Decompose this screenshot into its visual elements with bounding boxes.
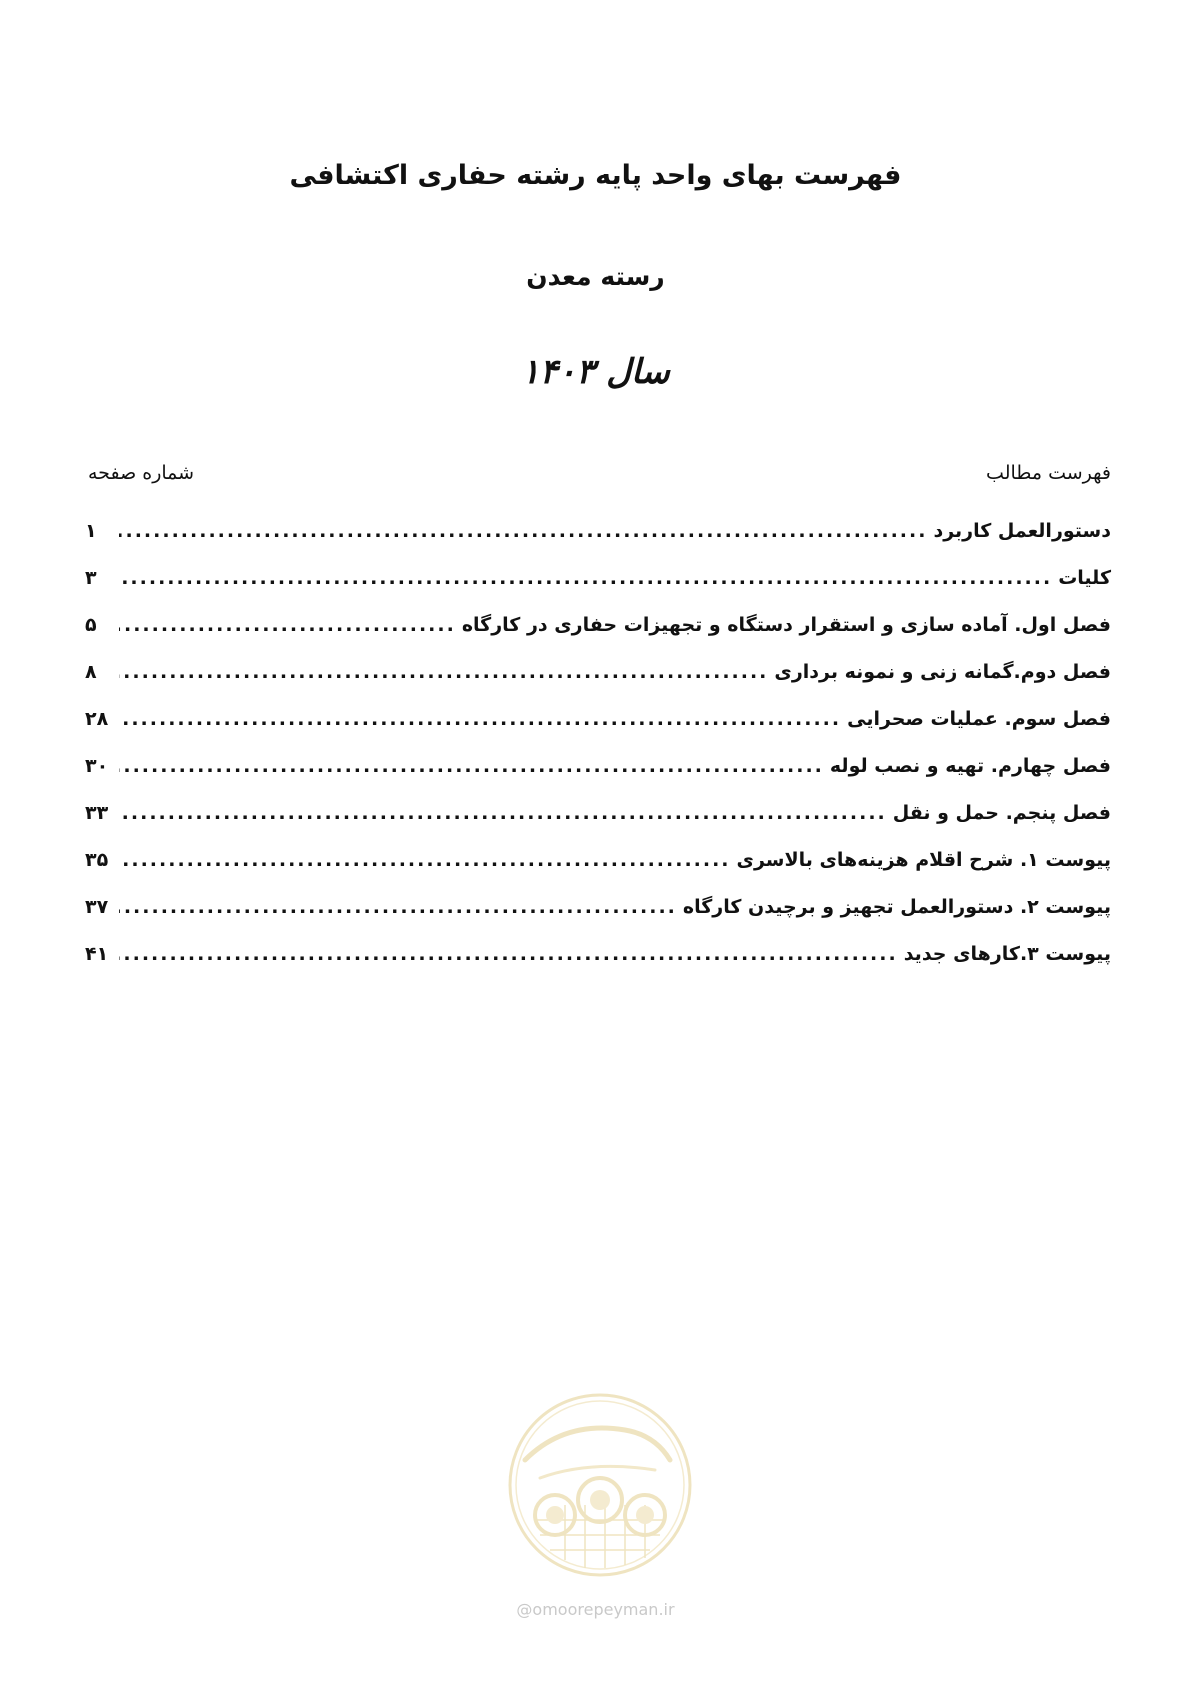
toc-entry-label: فصل اول. آماده سازی و استقرار دستگاه و تجهیزات حفاری در کارگاه: [461, 614, 1111, 636]
toc-dot-leader: [119, 755, 824, 777]
toc-dot-leader: [119, 614, 456, 636]
toc-entry-label: پیوست ۱. شرح اقلام هزینه‌های بالاسری: [736, 849, 1111, 871]
watermark-url: @omoorepeyman.ir: [516, 1600, 675, 1619]
toc-entry[interactable]: [85, 614, 1111, 661]
toc-entry-page: ۳۰: [85, 755, 109, 777]
toc-dot-leader: [119, 849, 731, 871]
toc-dot-leader: [119, 661, 768, 683]
toc-entry-label: پیوست ۲. دستورالعمل تجهیز و برچیدن کارگاه: [682, 896, 1111, 918]
toc-entry-label: فصل چهارم. تهیه و نصب لوله: [829, 755, 1111, 777]
toc-entry[interactable]: [85, 661, 1111, 708]
toc-entry[interactable]: [85, 849, 1111, 896]
toc-entry-label: فصل سوم. عملیات صحرایی: [847, 708, 1111, 730]
toc-entry-page: ۳۷: [85, 896, 109, 918]
toc-entry-page: ۳۵: [85, 849, 109, 871]
toc-entry[interactable]: [85, 802, 1111, 849]
toc-list: [85, 520, 1111, 990]
document-year: سال ۱۴۰۳: [521, 352, 670, 392]
toc-entry-label: کلیات: [1058, 567, 1111, 589]
toc-entry-page: ۵: [85, 614, 97, 636]
toc-entry-label: فصل پنجم. حمل و نقل: [892, 802, 1111, 824]
toc-entry[interactable]: [85, 520, 1111, 567]
toc-entry-page: ۱: [85, 520, 97, 542]
toc-title: فهرست مطالب: [986, 462, 1111, 484]
toc-dot-leader: [119, 943, 898, 965]
toc-entry-page: ۳۳: [85, 802, 109, 824]
toc-entry-page: ۳: [85, 567, 97, 589]
toc-entry[interactable]: [85, 755, 1111, 802]
omoorepeyman-logo-icon: [505, 1390, 695, 1580]
toc-entry[interactable]: [85, 567, 1111, 614]
toc-entry-page: ۸: [85, 661, 97, 683]
toc-entry-page: ۴۱: [85, 943, 109, 965]
toc-entry-label: دستورالعمل کاربرد: [933, 520, 1111, 542]
toc-entry[interactable]: [85, 943, 1111, 990]
document-subtitle: رسته معدن: [526, 262, 665, 291]
toc-dot-leader: [119, 896, 677, 918]
toc-header: [80, 462, 1111, 492]
toc-dot-leader: [119, 567, 1052, 589]
toc-entry[interactable]: [85, 896, 1111, 943]
toc-entry[interactable]: [85, 708, 1111, 755]
toc-entry-label: پیوست ۳.کارهای جدید: [903, 943, 1111, 965]
toc-dot-leader: [119, 708, 841, 730]
toc-page-number-heading: شماره صفحه: [88, 462, 195, 484]
toc-entry-page: ۲۸: [85, 708, 109, 730]
toc-dot-leader: [119, 802, 887, 824]
toc-dot-leader: [119, 520, 927, 542]
document-title: فهرست بهای واحد پایه رشته حفاری اکتشافی: [289, 160, 902, 191]
toc-entry-label: فصل دوم.گمانه زنی و نمونه برداری: [774, 661, 1111, 683]
